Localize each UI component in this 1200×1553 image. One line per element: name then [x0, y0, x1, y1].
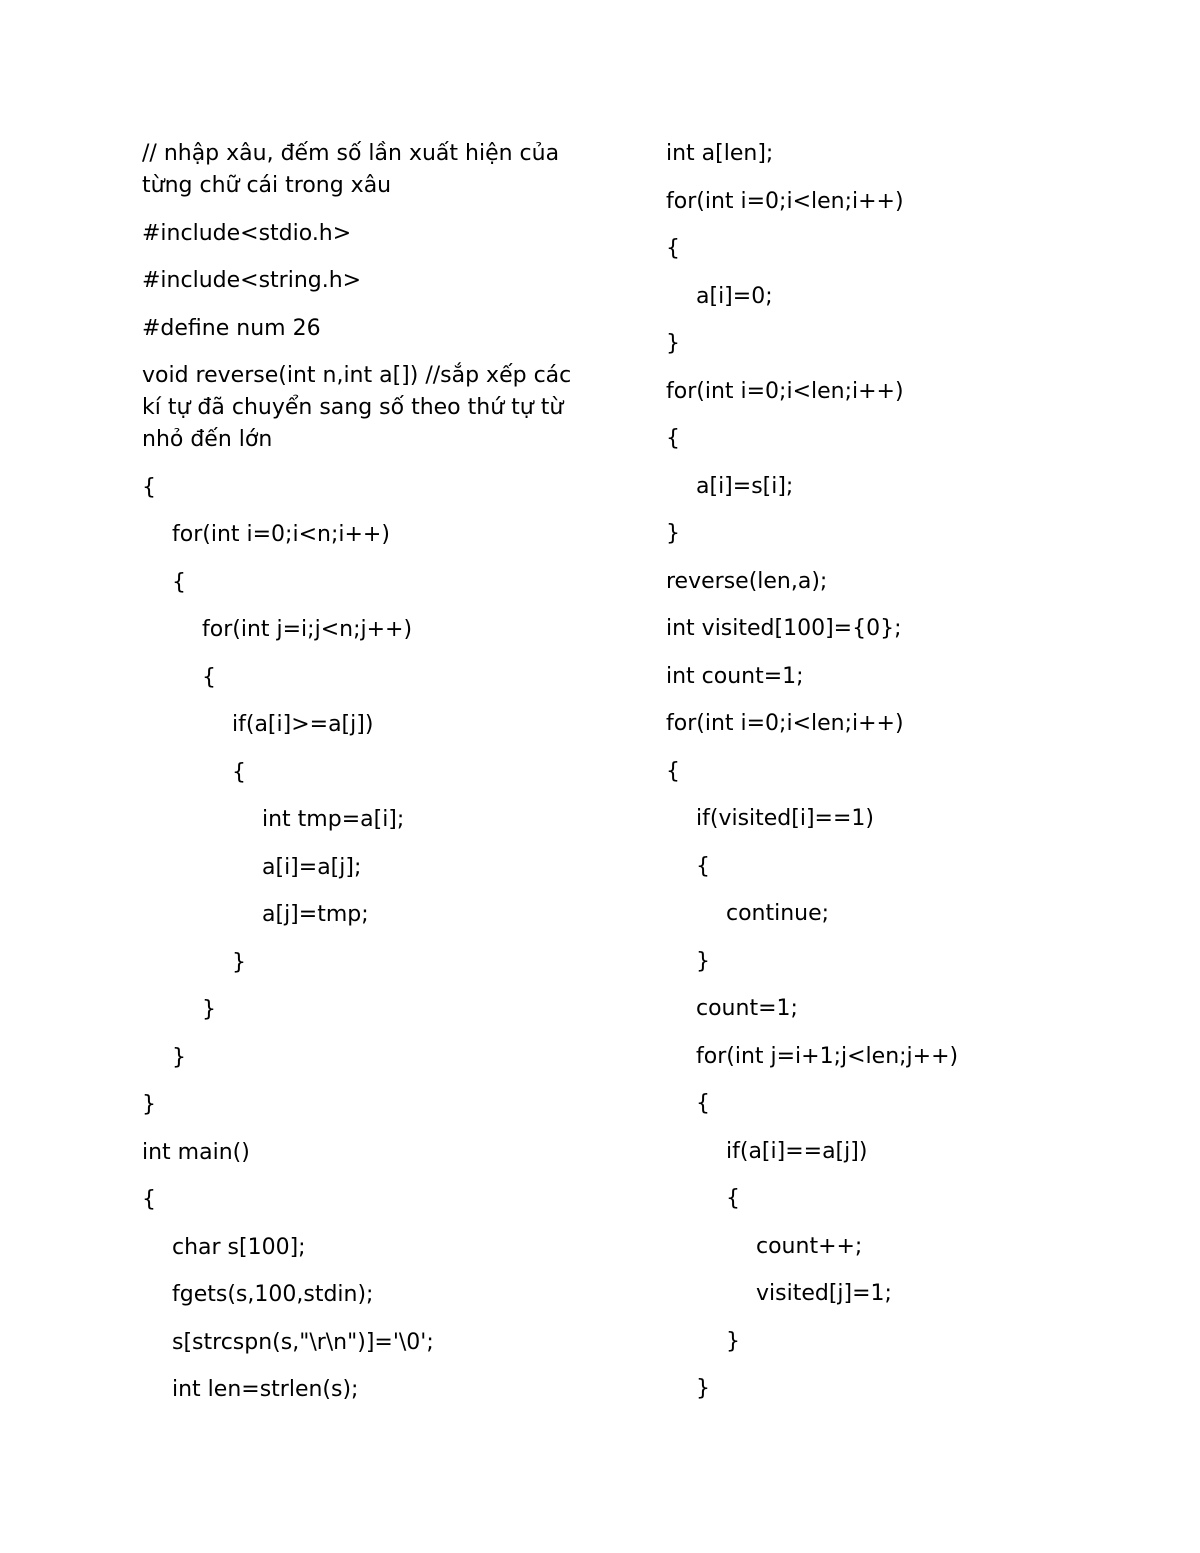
code-line: } — [666, 331, 680, 356]
code-line: for(int i=0;i<len;i++) — [666, 711, 904, 736]
code-line: { — [142, 1187, 156, 1212]
code-line: { — [142, 474, 156, 500]
code-line: { — [696, 853, 710, 879]
left-code-column — [142, 138, 582, 1422]
code-line: a[i]=0; — [696, 283, 773, 309]
code-line: { — [666, 236, 680, 261]
code-line: } — [726, 1328, 740, 1354]
code-line: } — [232, 949, 246, 975]
code-line: } — [696, 1376, 710, 1401]
code-line: count=1; — [696, 996, 798, 1021]
code-line: } — [696, 948, 710, 974]
code-line: visited[j]=1; — [756, 1281, 892, 1306]
code-line: // nhập xâu, đếm số lần xuất hiện của từng chữ cái trong xâu — [142, 141, 560, 198]
code-line: reverse(len,a); — [666, 568, 828, 594]
code-line: count++; — [756, 1233, 863, 1259]
code-line: a[i]=a[j]; — [262, 854, 362, 880]
code-line: int main() — [142, 1139, 250, 1165]
code-line: #include<stdio.h> — [142, 220, 352, 246]
code-line: } — [202, 997, 216, 1022]
code-line: int tmp=a[i]; — [262, 807, 405, 832]
code-line: int len=strlen(s); — [172, 1377, 359, 1402]
code-line: if(a[i]==a[j]) — [726, 1138, 868, 1164]
code-line: { — [666, 758, 680, 784]
code-line: if(a[i]>=a[j]) — [232, 712, 374, 737]
code-line: { — [232, 759, 246, 785]
code-line: #define num 26 — [142, 315, 321, 341]
right-code-column — [666, 138, 1106, 1421]
code-line: if(visited[i]==1) — [696, 806, 874, 831]
code-line: void reverse(int n,int a[]) //sắp xếp các kí tự đã chuyển sang số theo thứ tự từ nhỏ đến lớn — [142, 363, 572, 452]
code-line: } — [172, 1044, 186, 1070]
code-line: { — [696, 1091, 710, 1116]
code-line: a[i]=s[i]; — [696, 473, 794, 499]
code-line: } — [666, 521, 680, 546]
code-line: { — [726, 1186, 740, 1211]
code-line: fgets(s,100,stdin); — [172, 1282, 374, 1307]
code-line: { — [202, 664, 216, 690]
code-line: int visited[100]={0}; — [666, 616, 902, 641]
code-line: char s[100]; — [172, 1234, 306, 1260]
code-line: continue; — [726, 901, 830, 926]
code-line: for(int i=0;i<len;i++) — [666, 188, 904, 214]
code-line: for(int i=0;i<len;i++) — [666, 378, 904, 404]
code-line: } — [142, 1092, 156, 1117]
code-line: { — [666, 426, 680, 451]
code-line: a[j]=tmp; — [262, 902, 369, 927]
code-line: for(int j=i;j<n;j++) — [202, 617, 413, 642]
code-line: for(int i=0;i<n;i++) — [172, 522, 390, 547]
code-line: for(int j=i+1;j<len;j++) — [696, 1043, 959, 1069]
code-line: #include<string.h> — [142, 268, 362, 293]
code-line: { — [172, 569, 186, 595]
code-line: int count=1; — [666, 663, 804, 689]
code-line: s[strcspn(s,"\r\n")]='\0'; — [172, 1329, 434, 1355]
code-line: int a[len]; — [666, 141, 774, 166]
